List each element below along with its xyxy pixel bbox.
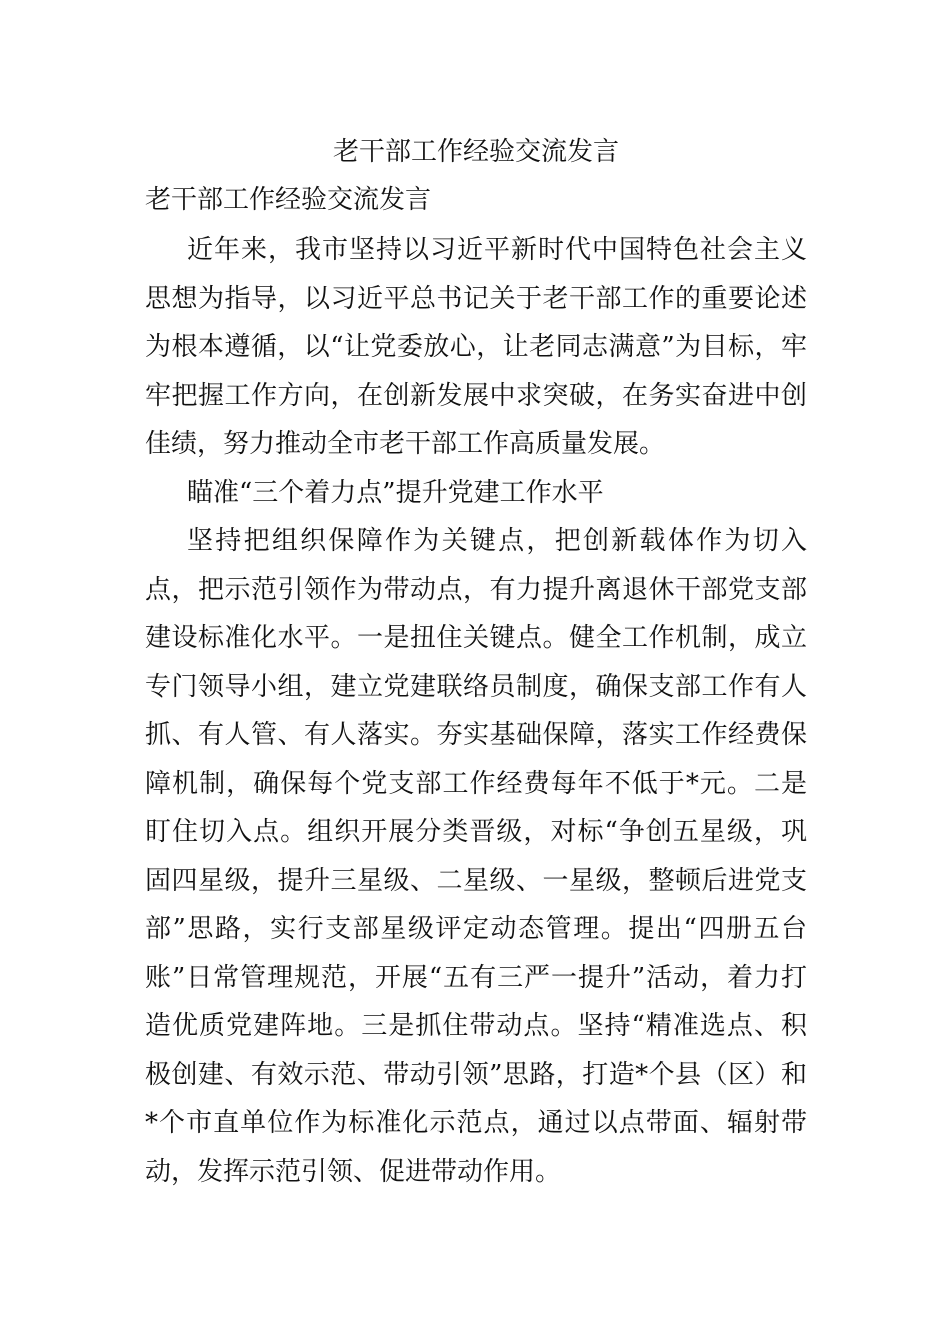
document-subtitle: 老干部工作经验交流发言 [145, 185, 432, 215]
paragraph-body: 坚持把组织保障作为关键点，把创新载体作为切入点，把示范引领作为带动点，有力提升离退休干部党支部建设标准化水平。一是扭住关键点。健全工作机制，成立专门领导小组，建立党建联络员制度，确保支部工作有人抓、有人管、有人落实。夯实基础保障，落实工作经费保障机制，确保每个党支部工作经费每年不低于*元。二是盯住切入点。组织开展分类晋级，对标“争创五星级，巩固四星级，提升三星级、二星级、一星级，整顿后进党支部”思路，实行支部星级评定动态管理。提出“四册五台账”日常管理规范，开展“五有三严一提升”活动，着力打造优质党建阵地。三是抓住带动点。坚持“精准选点、积极创建、有效示范、带动引领”思路，打造*个县（区）和*个市直单位作为标准化示范点，通过以点带面、辐射带动，发挥示范引领、促进带动作用。 [145, 526, 807, 1187]
document-title: 老干部工作经验交流发言 [332, 137, 619, 167]
paragraph-intro: 近年来，我市坚持以习近平新时代中国特色社会主义思想为指导，以习近平总书记关于老干部工作的重要论述为根本遵循，以“让党委放心，让老同志满意”为目标，牢牢把握工作方向，在创新发展中求突破，在务实奋进中创佳绩，努力推动全市老干部工作高质量发展。 [145, 235, 807, 459]
section-heading: 瞄准“三个着力点”提升党建工作水平 [187, 477, 604, 508]
document-page [145, 128, 807, 1196]
